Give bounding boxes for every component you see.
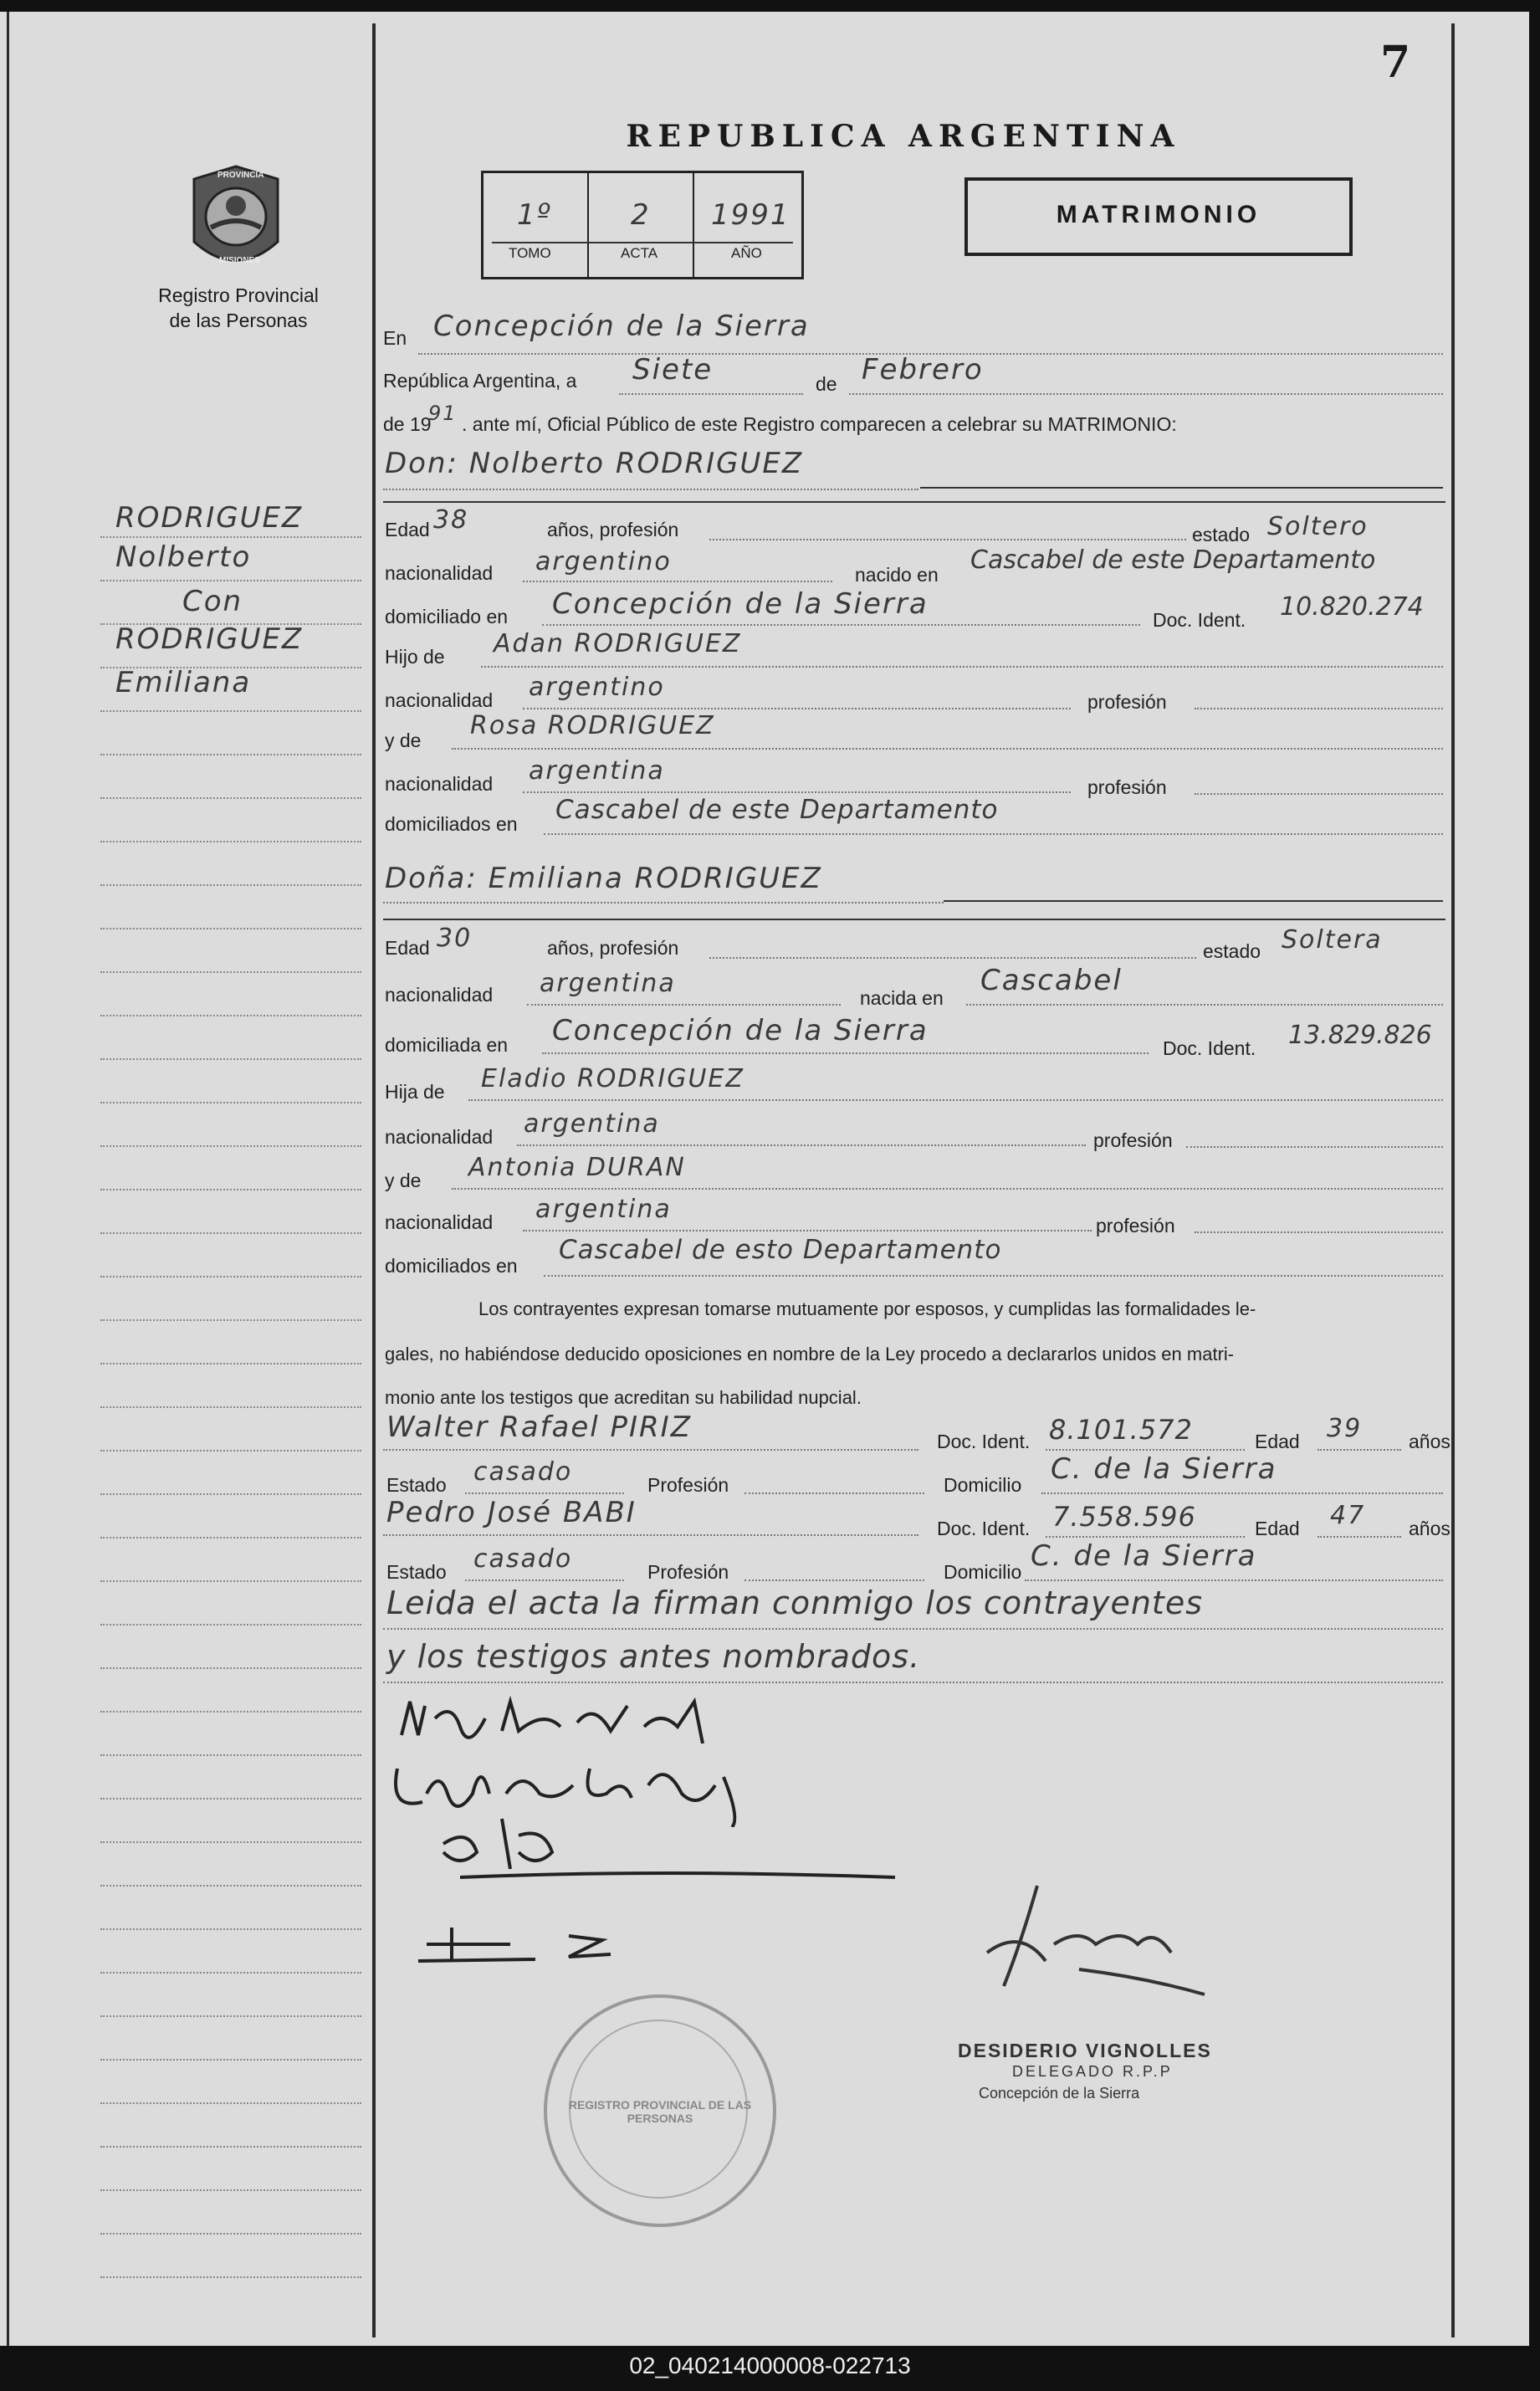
bride-profesion-line bbox=[709, 957, 1196, 959]
margin-ruled-line bbox=[100, 1493, 361, 1495]
margin-ruled-line bbox=[100, 1580, 361, 1582]
margin-ruled-line bbox=[100, 1972, 361, 1974]
witness-2-doc-line bbox=[1046, 1536, 1245, 1538]
witness-1-signature bbox=[410, 1802, 945, 1894]
witness-2-profesion-line bbox=[744, 1579, 924, 1581]
groom-nacido: Cascabel de este Departamento bbox=[970, 545, 1376, 575]
groom-padre: Adan RODRIGUEZ bbox=[494, 629, 742, 658]
day-value: Siete bbox=[632, 353, 714, 387]
bride-padre-prof-line bbox=[1186, 1146, 1443, 1148]
groom-section-rule bbox=[920, 487, 1443, 489]
witness-2-edad-label: Edad bbox=[1255, 1518, 1300, 1539]
bride-edad: 30 bbox=[437, 924, 473, 953]
republica-label: República Argentina, a bbox=[383, 370, 577, 392]
declaration-line-2: gales, no habiéndose deducido oposiciones en nombre de la Ley procedo a declararlos unidos en matri- bbox=[385, 1344, 1235, 1364]
ano-cell bbox=[694, 173, 800, 277]
margin-ruled-line bbox=[100, 928, 361, 929]
groom-estado: Soltero bbox=[1267, 512, 1369, 541]
groom-hijo-label: Hijo de bbox=[385, 646, 445, 668]
tomo-label: TOMO bbox=[509, 245, 551, 261]
margin-ruled-line bbox=[100, 1363, 361, 1364]
margin-name-1: RODRIGUEZ bbox=[115, 501, 304, 535]
bride-dom-line bbox=[542, 1052, 1149, 1054]
margin-ruled-line bbox=[100, 841, 361, 842]
margin-ruled-line bbox=[100, 2059, 361, 2061]
margin-ruled-line bbox=[100, 1624, 361, 1626]
groom-profesion-line bbox=[709, 539, 1186, 540]
bride-estado-label: estado bbox=[1203, 940, 1261, 962]
official-place: Concepción de la Sierra bbox=[979, 2085, 1140, 2102]
right-border-line bbox=[1451, 23, 1455, 2337]
margin-ruled-line bbox=[100, 710, 361, 712]
margin-ruled-line bbox=[100, 1145, 361, 1147]
tomo-value: 1º bbox=[517, 198, 552, 232]
bride-nacida-label: nacida en bbox=[860, 987, 944, 1009]
declaration-line-3: monio ante los testigos que acreditan su habilidad nupcial. bbox=[385, 1387, 862, 1408]
margin-ruled-line bbox=[100, 1711, 361, 1713]
witness-2-doc-label: Doc. Ident. bbox=[937, 1518, 1031, 1539]
margin-ruled-line bbox=[100, 797, 361, 799]
bride-dom-label: domiciliada en bbox=[385, 1034, 509, 1056]
witness-2-domicilio-label: Domicilio bbox=[944, 1561, 1022, 1583]
witness-1-doc: 8.101.572 bbox=[1049, 1414, 1193, 1446]
witness-1-anos-label: años bbox=[1409, 1431, 1450, 1452]
groom-nac-label: nacionalidad bbox=[385, 562, 494, 584]
ano-label: AÑO bbox=[731, 245, 762, 261]
margin-name-5: Emiliana bbox=[115, 666, 252, 699]
groom-heading-line bbox=[383, 489, 918, 490]
groom-madre-nac-label: nacionalidad bbox=[385, 773, 494, 795]
witness-1-estado: casado bbox=[473, 1457, 573, 1487]
record-type-label: MATRIMONIO bbox=[1056, 201, 1261, 228]
month-line bbox=[849, 393, 1443, 395]
bride-padre-nac: argentina bbox=[524, 1109, 660, 1139]
bride-madre-prof-label: profesión bbox=[1096, 1215, 1175, 1236]
margin-ruled-line bbox=[100, 884, 361, 886]
margin-ruled-line bbox=[100, 1450, 361, 1451]
bride-padres-dom: Cascabel de esto Departamento bbox=[559, 1235, 1002, 1265]
bride-top-rule bbox=[383, 919, 1445, 920]
bride-yde-label: y de bbox=[385, 1170, 422, 1191]
footer-id: 02_040214000008-022713 bbox=[629, 2353, 911, 2378]
official-signature bbox=[954, 1877, 1221, 2003]
margin-ruled-line bbox=[100, 754, 361, 755]
bride-padres-dom-label: domiciliados en bbox=[385, 1255, 518, 1277]
groom-padre-prof-line bbox=[1195, 708, 1443, 709]
bride-padre-nac-label: nacionalidad bbox=[385, 1126, 494, 1148]
place-value: Concepción de la Sierra bbox=[433, 310, 810, 343]
witness-1-domicilio-line bbox=[1041, 1492, 1443, 1494]
margin-ruled-line bbox=[100, 2276, 361, 2278]
tomo-cell bbox=[483, 173, 589, 277]
groom-anos-label: años, profesión bbox=[547, 519, 679, 540]
witness-2-domicilio-line bbox=[1025, 1579, 1443, 1581]
acta-label: ACTA bbox=[621, 245, 658, 261]
witness-1-edad-line bbox=[1317, 1449, 1401, 1451]
margin-ruled-line bbox=[100, 580, 361, 581]
margin-ruled-line bbox=[100, 2015, 361, 2017]
groom-nac-line bbox=[523, 581, 832, 582]
en-label: En bbox=[383, 327, 407, 349]
witness-2-estado-line bbox=[465, 1579, 624, 1581]
page-number: 7 bbox=[1380, 37, 1411, 88]
groom-padre-nac-line bbox=[523, 708, 1071, 709]
bride-padre-line bbox=[468, 1099, 1443, 1101]
groom-padre-nac-label: nacionalidad bbox=[385, 689, 494, 711]
registry-name-line2: de las Personas bbox=[169, 310, 308, 331]
witness-2-anos-label: años bbox=[1409, 1518, 1450, 1539]
witness-2-signature bbox=[402, 1911, 786, 1978]
margin-ruled-line bbox=[100, 1928, 361, 1930]
margin-ruled-line bbox=[100, 2189, 361, 2191]
groom-madre-nac-line bbox=[523, 791, 1071, 793]
margin-ruled-line bbox=[100, 2233, 361, 2235]
groom-doc: 10.820.274 bbox=[1280, 592, 1424, 622]
witness-1-doc-line bbox=[1046, 1449, 1245, 1451]
witness-2-estado-label: Estado bbox=[386, 1561, 447, 1583]
margin-ruled-line bbox=[100, 1058, 361, 1060]
groom-dom-line bbox=[542, 624, 1140, 626]
witness-1-edad-label: Edad bbox=[1255, 1431, 1300, 1452]
margin-ruled-line bbox=[100, 1189, 361, 1190]
closing-line-2: y los testigos antes nombrados. bbox=[386, 1638, 921, 1675]
groom-edad: 38 bbox=[433, 505, 469, 535]
margin-ruled-line bbox=[100, 1015, 361, 1016]
de-label: de bbox=[816, 373, 837, 395]
witness-2-edad-line bbox=[1317, 1536, 1401, 1538]
witness-2-estado: casado bbox=[473, 1544, 573, 1574]
left-border-line bbox=[7, 12, 9, 2346]
margin-ruled-line bbox=[100, 971, 361, 973]
bride-nacida-line bbox=[966, 1004, 1443, 1006]
witness-1-estado-label: Estado bbox=[386, 1474, 447, 1496]
margin-ruled-line bbox=[100, 1232, 361, 1234]
witness-1-estado-line bbox=[465, 1492, 624, 1494]
witness-2-name-line bbox=[383, 1534, 918, 1536]
margin-ruled-line bbox=[100, 1406, 361, 1408]
groom-madre-prof-label: profesión bbox=[1087, 776, 1167, 798]
witness-1-profesion-line bbox=[744, 1492, 924, 1494]
witness-2-profesion-label: Profesión bbox=[647, 1561, 729, 1583]
witness-2-name: Pedro José BABI bbox=[386, 1496, 637, 1529]
acta-cell bbox=[589, 173, 694, 277]
groom-yde-label: y de bbox=[385, 730, 422, 751]
provincial-emblem bbox=[186, 162, 286, 279]
closing-line-2-rule bbox=[383, 1682, 1443, 1683]
bride-madre-nac: argentina bbox=[535, 1195, 672, 1224]
acta-value: 2 bbox=[631, 198, 651, 232]
witness-1-name: Walter Rafael PIRIZ bbox=[386, 1411, 692, 1444]
witness-2-domicilio: C. de la Sierra bbox=[1031, 1539, 1257, 1573]
bride-madre-line bbox=[452, 1188, 1443, 1190]
groom-dom: Concepción de la Sierra bbox=[552, 587, 929, 621]
witness-1-doc-label: Doc. Ident. bbox=[937, 1431, 1031, 1452]
bride-doc: 13.829.826 bbox=[1288, 1021, 1432, 1050]
groom-madre-line bbox=[452, 748, 1443, 750]
groom-padres-dom-line bbox=[544, 833, 1443, 835]
bride-padres-dom-line bbox=[544, 1275, 1443, 1277]
witness-1-domicilio-label: Domicilio bbox=[944, 1474, 1022, 1496]
bride-nac: argentina bbox=[540, 969, 676, 998]
witness-1-edad: 39 bbox=[1327, 1414, 1363, 1443]
document-page bbox=[0, 12, 1529, 2346]
witness-2-edad: 47 bbox=[1330, 1501, 1366, 1530]
bride-padre-prof-label: profesión bbox=[1093, 1129, 1173, 1151]
groom-madre-prof-line bbox=[1195, 793, 1443, 795]
ano-value: 1991 bbox=[711, 198, 790, 232]
margin-ruled-line bbox=[100, 1667, 361, 1669]
groom-madre-nac: argentina bbox=[529, 756, 665, 786]
groom-padres-dom-label: domiciliados en bbox=[385, 813, 518, 835]
groom-padre-line bbox=[481, 666, 1443, 668]
box-baseline bbox=[492, 242, 793, 243]
bride-section-rule bbox=[944, 900, 1443, 902]
bride-anos-label: años, profesión bbox=[547, 937, 679, 959]
country-title: REPUBLICA ARGENTINA bbox=[626, 119, 1181, 154]
emblem-bottom-text: MISIONES bbox=[219, 256, 260, 265]
margin-ruled-line bbox=[100, 1537, 361, 1539]
margin-name-3: Con bbox=[182, 585, 243, 618]
year-suffix: 91 bbox=[428, 402, 458, 425]
emblem-top-text: PROVINCIA bbox=[217, 171, 264, 180]
bride-nac-label: nacionalidad bbox=[385, 984, 494, 1006]
official-seal bbox=[544, 1994, 776, 2227]
margin-ruled-line bbox=[100, 1102, 361, 1103]
margin-ruled-line bbox=[100, 1276, 361, 1277]
closing-line-1-rule bbox=[383, 1628, 1443, 1630]
groom-padre-nac: argentino bbox=[529, 673, 665, 702]
bride-nacida: Cascabel bbox=[980, 964, 1123, 997]
bride-heading-line bbox=[383, 902, 944, 904]
bride-dom: Concepción de la Sierra bbox=[552, 1014, 929, 1047]
margin-divider-line bbox=[372, 23, 376, 2337]
bride-madre-prof-line bbox=[1195, 1231, 1443, 1233]
seal-text: REGISTRO PROVINCIAL DE LAS PERSONAS bbox=[568, 2098, 752, 2125]
bride-madre: Antonia DURAN bbox=[468, 1153, 686, 1182]
bride-edad-label: Edad bbox=[385, 937, 430, 959]
groom-nac: argentino bbox=[535, 547, 672, 576]
record-type-box bbox=[964, 177, 1353, 256]
witness-2-doc: 7.558.596 bbox=[1052, 1501, 1196, 1533]
margin-ruled-line bbox=[100, 1319, 361, 1321]
groom-madre: Rosa RODRIGUEZ bbox=[470, 711, 715, 740]
margin-ruled-line bbox=[100, 2146, 361, 2148]
groom-nacido-label: nacido en bbox=[855, 564, 939, 586]
groom-edad-label: Edad bbox=[385, 519, 430, 540]
groom-doc-label: Doc. Ident. bbox=[1153, 609, 1246, 631]
groom-padres-dom: Cascabel de este Departamento bbox=[555, 795, 999, 825]
bride-madre-nac-label: nacionalidad bbox=[385, 1211, 494, 1233]
groom-padre-prof-label: profesión bbox=[1087, 691, 1167, 713]
year-text: . ante mí, Oficial Público de este Registro comparecen a celebrar su MATRIMONIO: bbox=[462, 413, 1177, 435]
bride-madre-nac-line bbox=[523, 1230, 1092, 1231]
official-title: DELEGADO R.P.P bbox=[1012, 2063, 1173, 2080]
margin-ruled-line bbox=[100, 1885, 361, 1887]
groom-estado-label: estado bbox=[1192, 524, 1251, 545]
bride-padre: Eladio RODRIGUEZ bbox=[481, 1064, 744, 1093]
margin-ruled-line bbox=[100, 1841, 361, 1843]
month-value: Febrero bbox=[862, 353, 984, 387]
groom-top-rule bbox=[383, 501, 1445, 503]
registry-name-line1: Registro Provincial bbox=[158, 284, 319, 306]
margin-name-4: RODRIGUEZ bbox=[115, 622, 304, 656]
official-name: DESIDERIO VIGNOLLES bbox=[958, 2040, 1212, 2061]
groom-heading: Don: Nolberto RODRIGUEZ bbox=[385, 447, 804, 480]
bride-doc-label: Doc. Ident. bbox=[1163, 1037, 1256, 1059]
declaration-line-1: Los contrayentes expresan tomarse mutuamente por esposos, y cumplidas las formalidades le- bbox=[478, 1298, 1256, 1319]
margin-ruled-line bbox=[100, 1754, 361, 1756]
margin-ruled-line bbox=[100, 536, 361, 538]
margin-name-2: Nolberto bbox=[115, 540, 252, 574]
bride-hija-label: Hija de bbox=[385, 1081, 445, 1103]
groom-dom-label: domiciliado en bbox=[385, 606, 509, 627]
bride-padre-nac-line bbox=[517, 1144, 1086, 1146]
witness-1-domicilio: C. de la Sierra bbox=[1051, 1452, 1277, 1486]
margin-ruled-line bbox=[100, 1798, 361, 1800]
witness-1-profesion-label: Profesión bbox=[647, 1474, 729, 1496]
witness-1-name-line bbox=[383, 1449, 918, 1451]
bride-nac-line bbox=[527, 1004, 841, 1006]
bride-heading: Doña: Emiliana RODRIGUEZ bbox=[385, 862, 822, 895]
closing-line-1: Leida el acta la firman conmigo los contrayentes bbox=[386, 1585, 1203, 1621]
record-number-box bbox=[481, 171, 804, 279]
margin-ruled-line bbox=[100, 2102, 361, 2104]
day-line bbox=[619, 393, 803, 395]
bride-estado: Soltera bbox=[1282, 925, 1383, 955]
year-prefix: de 19 bbox=[383, 413, 432, 435]
